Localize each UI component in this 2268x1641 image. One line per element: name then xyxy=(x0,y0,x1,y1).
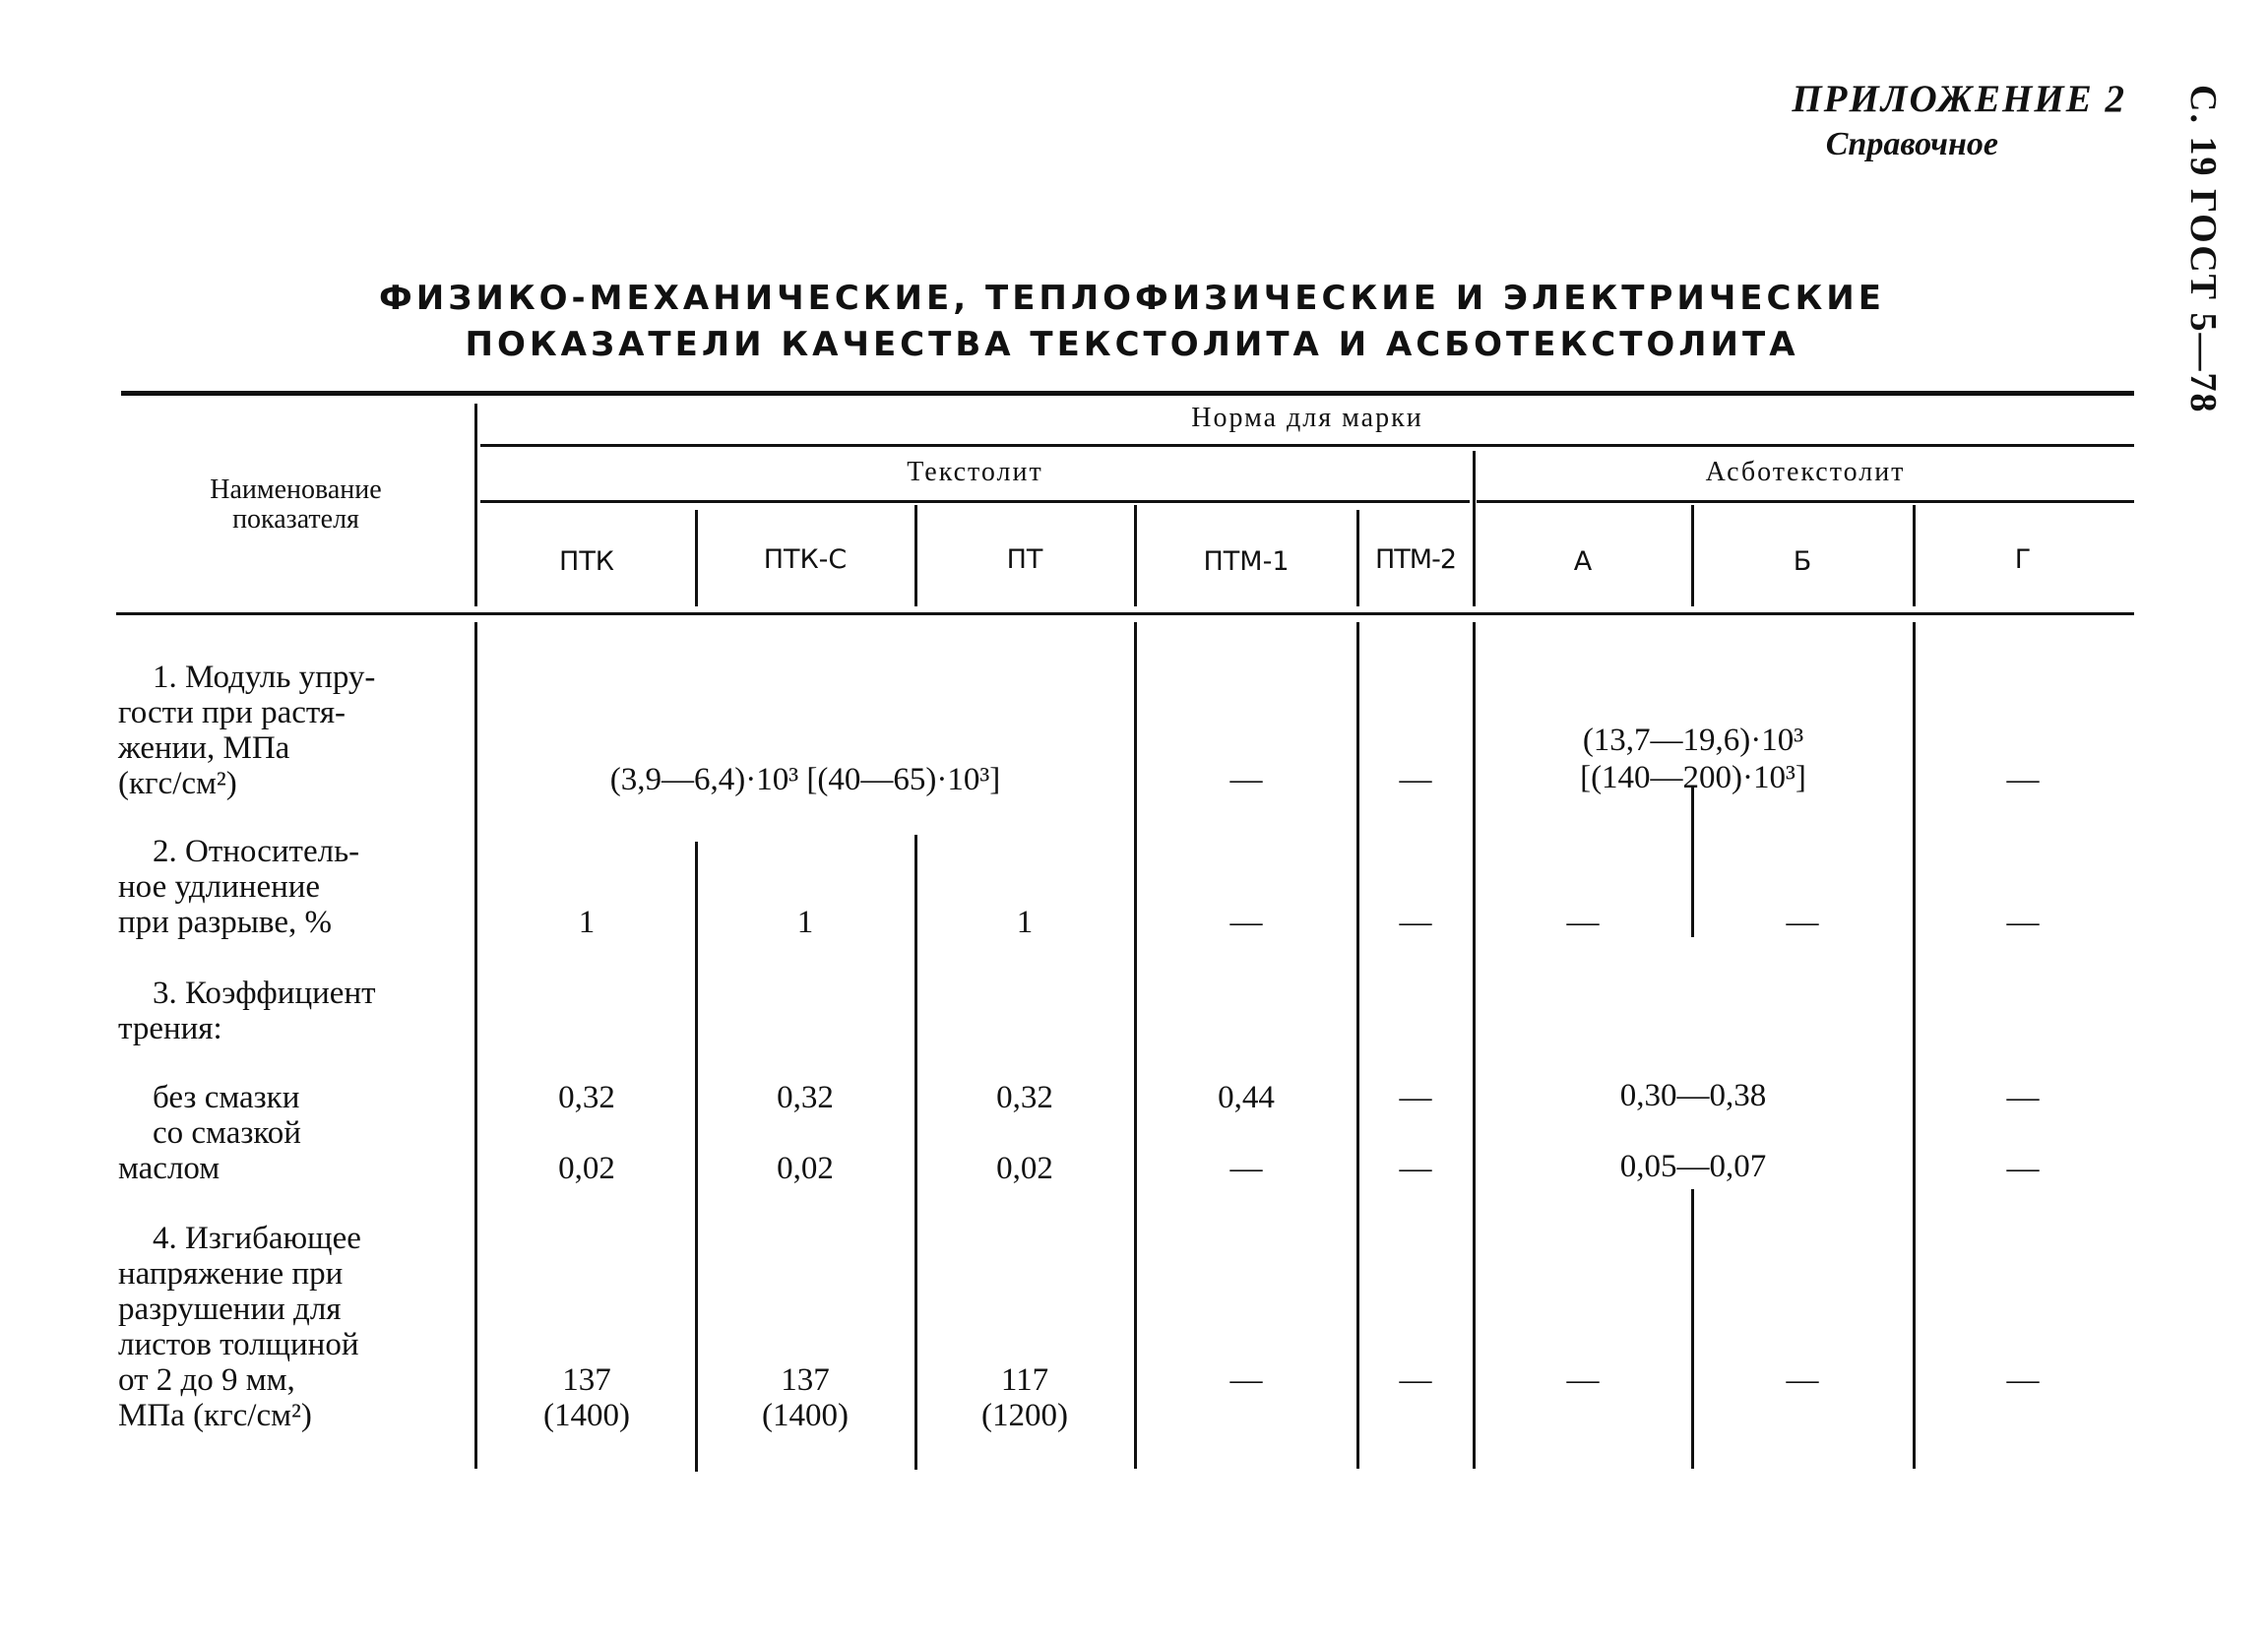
modulus-g-value: — xyxy=(2006,762,2040,797)
header-col-divider xyxy=(1913,505,1916,606)
asbo-header-rule xyxy=(1477,500,2134,503)
bending-ptk-mpa: 137 xyxy=(562,1362,611,1398)
row-label-line: 4. Изгибающее xyxy=(153,1221,361,1256)
row-label-line: 1. Модуль упру- xyxy=(153,660,376,695)
body-col-divider xyxy=(1913,622,1916,1469)
row-label-line: 2. Относитель- xyxy=(153,834,360,869)
bending-pt-kgf: (1200) xyxy=(981,1398,1068,1433)
bending-ptk-kgf: (1400) xyxy=(543,1398,630,1433)
friction-oil-pt-value: 0,02 xyxy=(996,1151,1053,1186)
row-label-line: разрушении для xyxy=(118,1292,342,1327)
body-col-divider xyxy=(914,835,917,1470)
row-label-bending xyxy=(118,1221,361,1433)
bending-ptm2-value: — xyxy=(1399,1362,1432,1398)
col-header-g: Г xyxy=(2014,544,2032,575)
friction-dry-ptk-value: 0,32 xyxy=(558,1080,615,1115)
bending-g-value: — xyxy=(2006,1362,2040,1398)
row-label-line: напряжение при xyxy=(118,1256,344,1292)
friction-dry-asbo-value: 0,30—0,38 xyxy=(1619,1078,1767,1113)
col-header-ptm-2: ПТМ-2 xyxy=(1374,544,1456,575)
elongation-ptm1-value: — xyxy=(1229,905,1263,940)
param-header-line-1: Наименование xyxy=(210,474,382,505)
table-top-rule xyxy=(121,391,2134,396)
appendix-note: Справочное xyxy=(1825,126,1998,162)
param-header-line-2: показателя xyxy=(232,504,359,535)
friction-oil-g-value: — xyxy=(2006,1151,2040,1186)
body-col-divider xyxy=(695,842,698,1472)
friction-oil-ptk-value: 0,02 xyxy=(558,1151,615,1186)
elongation-g-value: — xyxy=(2006,905,2040,940)
col-header-ptk-s: ПТК-С xyxy=(763,544,848,575)
col-header-b: Б xyxy=(1793,546,1812,577)
row-label-line: 3. Коэффициент xyxy=(153,976,376,1011)
body-col-divider xyxy=(1691,788,1694,937)
norm-header: Норма для марки xyxy=(1191,403,1423,433)
bending-ptks-value xyxy=(699,1362,912,1433)
body-col-divider xyxy=(1134,622,1137,1469)
modulus-asbo-value-1: (13,7—19,6)·10³ xyxy=(1582,723,1804,758)
elongation-pt-value: 1 xyxy=(1016,905,1034,940)
elongation-ptks-value: 1 xyxy=(796,905,814,940)
row-label-friction xyxy=(118,976,376,1046)
row-label-line: от 2 до 9 мм, xyxy=(118,1362,295,1398)
elongation-ptm2-value: — xyxy=(1399,905,1432,940)
elongation-b-value: — xyxy=(1786,905,1819,940)
bending-pt-mpa: 117 xyxy=(1000,1362,1049,1398)
friction-oil-ptm1-value: — xyxy=(1229,1151,1263,1186)
header-col-divider xyxy=(1134,505,1137,606)
header-col-divider xyxy=(1691,505,1694,606)
row-label-oiled xyxy=(118,1115,301,1186)
row-label-line: со смазкой xyxy=(153,1115,301,1151)
bending-ptks-kgf: (1400) xyxy=(762,1398,849,1433)
modulus-ptm2-value: — xyxy=(1399,762,1432,797)
friction-dry-g-value: — xyxy=(2006,1080,2040,1115)
friction-oil-asbo-value: 0,05—0,07 xyxy=(1619,1149,1767,1184)
friction-dry-ptks-value: 0,32 xyxy=(777,1080,834,1115)
friction-dry-ptm1-value: 0,44 xyxy=(1218,1080,1275,1115)
col-header-a: А xyxy=(1573,546,1593,577)
elongation-ptk-value: 1 xyxy=(578,905,596,940)
bending-ptm1-value: — xyxy=(1229,1362,1263,1398)
param-header xyxy=(121,475,471,535)
appendix-title: ПРИЛОЖЕНИЕ 2 xyxy=(1792,78,2126,120)
header-col-divider xyxy=(1473,451,1476,606)
row-label-modulus xyxy=(118,660,375,801)
header-col-divider xyxy=(914,505,917,606)
row-label-line: трения: xyxy=(118,1011,222,1046)
body-col-divider xyxy=(474,622,477,1469)
header-col-divider xyxy=(695,510,698,606)
row-label-line: гости при растя- xyxy=(118,695,346,730)
bending-a-value: — xyxy=(1566,1362,1600,1398)
col-header-ptm-1: ПТМ-1 xyxy=(1203,546,1290,577)
row-label-line: жении, МПа xyxy=(118,730,290,766)
body-col-divider xyxy=(1473,622,1476,1469)
col-header-ptk: ПТК xyxy=(559,546,614,577)
modulus-textolite-value: (3,9—6,4)·10³ [(40—65)·10³] xyxy=(609,762,1001,797)
bending-b-value: — xyxy=(1786,1362,1819,1398)
header-bottom-rule xyxy=(116,612,2134,615)
group-header-asbo: Асботекстолит xyxy=(1705,457,1906,487)
friction-oil-ptm2-value: — xyxy=(1399,1151,1432,1186)
body-col-divider xyxy=(1356,622,1359,1469)
row-label-line: (кгс/см²) xyxy=(118,766,237,801)
doc-title-line-1: ФИЗИКО-МЕХАНИЧЕСКИЕ, ТЕПЛОФИЗИЧЕСКИЕ И ЭЛЕКТРИЧЕСКИЕ xyxy=(379,279,1885,318)
row-label-line: маслом xyxy=(118,1151,220,1186)
header-col-divider xyxy=(474,404,477,606)
header-col-divider xyxy=(1356,510,1359,606)
norm-header-rule xyxy=(480,444,2134,447)
row-label-line: ное удлинение xyxy=(118,869,321,905)
bending-pt-value xyxy=(918,1362,1131,1433)
body-col-divider xyxy=(1691,1189,1694,1469)
friction-dry-ptm2-value: — xyxy=(1399,1080,1432,1115)
group-header-textolite: Текстолит xyxy=(907,457,1043,487)
page-side-label: С. 19 ГОСТ 5—78 xyxy=(2182,85,2224,414)
textolite-header-rule xyxy=(480,500,1470,503)
row-label-line: при разрыве, % xyxy=(118,905,332,940)
col-header-pt: ПТ xyxy=(1006,544,1043,575)
row-label-elongation xyxy=(118,834,359,940)
elongation-a-value: — xyxy=(1566,905,1600,940)
friction-dry-pt-value: 0,32 xyxy=(996,1080,1053,1115)
row-label-dry: без смазки xyxy=(153,1080,300,1115)
row-label-line: МПа (кгс/см²) xyxy=(118,1398,312,1433)
bending-ptk-value xyxy=(480,1362,693,1433)
row-label-line: листов толщиной xyxy=(118,1327,359,1362)
modulus-asbo-value-2: [(140—200)·10³] xyxy=(1580,760,1806,795)
friction-oil-ptks-value: 0,02 xyxy=(777,1151,834,1186)
doc-title-line-2: ПОКАЗАТЕЛИ КАЧЕСТВА ТЕКСТОЛИТА И АСБОТЕКСТОЛИТА xyxy=(465,325,1799,364)
bending-ptks-mpa: 137 xyxy=(781,1362,830,1398)
modulus-ptm1-value: — xyxy=(1229,762,1263,797)
